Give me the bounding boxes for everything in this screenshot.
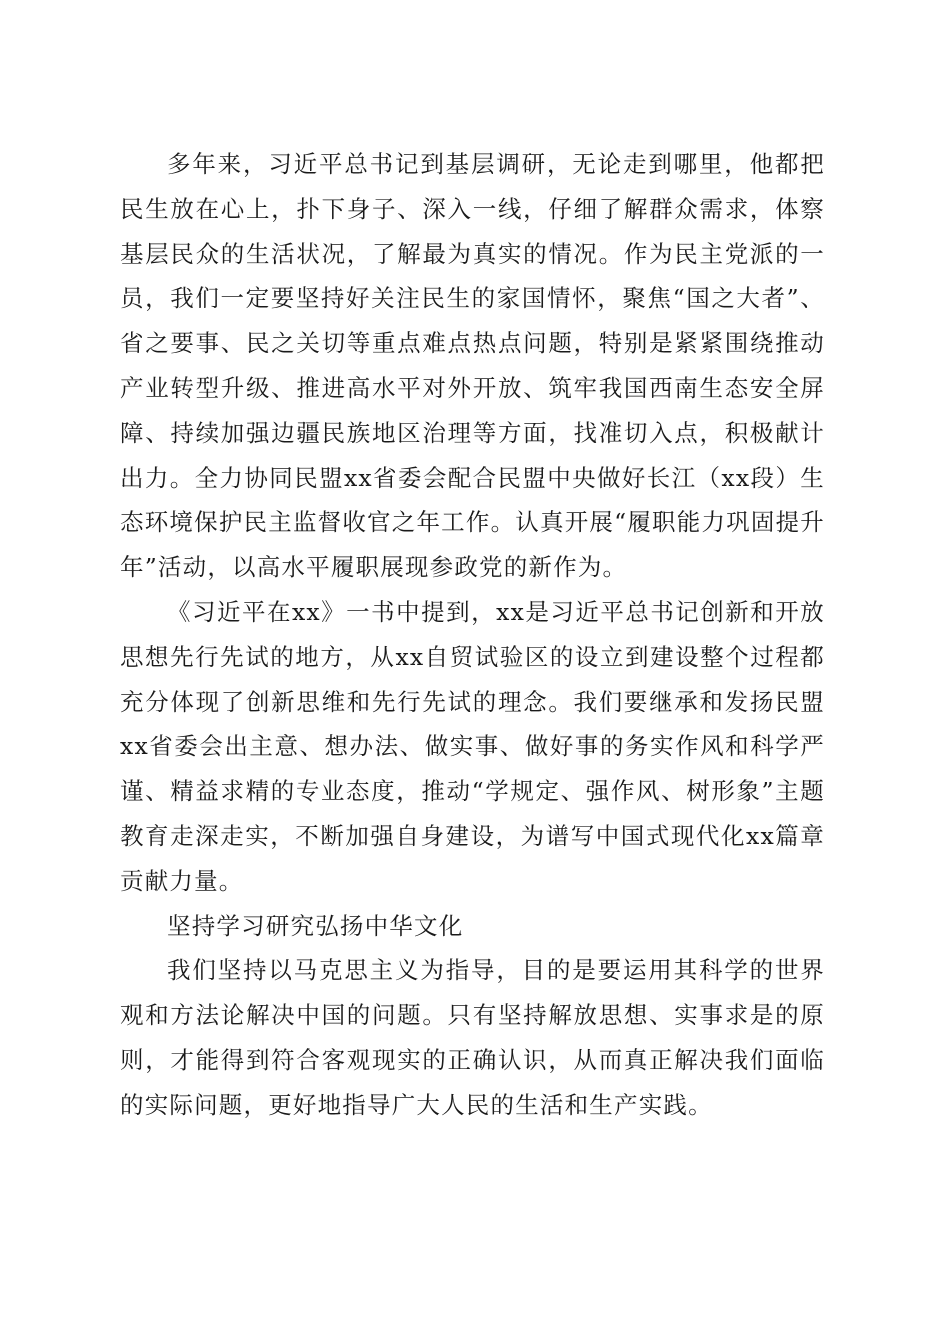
section-heading: 坚持学习研究弘扬中华文化: [167, 911, 464, 940]
paragraph-people-livelihood: 多年来，习近平总书记到基层调研，无论走到哪里，他都把民生放在心上，扑下身子、深入一线，仔细了解群众需求，体察基层民众的生活状况，了解最为真实的情况。作为民主党派的一员，我们一定要坚持好关注民生的家国情怀，聚焦“国之大者”、省之要事、民之关切等重点难点热点问题，特别是紧紧围绕推动产业转型升级、推进高水平对外开放、筑牢我国西南生态安全屏障、持续加强边疆民族地区治理等方面，找准切入点，积极献计出力。全力协同民盟xx省委会配合民盟中央做好长江（xx段）生态环境保护民主监督收官之年工作。认真开展“履职能力巩固提升年”活动，以高水平履职展现参政党的新作为。: [120, 150, 825, 582]
paragraph-marxism: 我们坚持以马克思主义为指导，目的是要运用其科学的世界观和方法论解决中国的问题。只有坚持解放思想、实事求是的原则，才能得到符合客观现实的正确认识，从而真正解决我们面临的实际问题，更好地指导广大人民的生活和生产实践。: [120, 956, 825, 1119]
paragraph-innovation: 《习近平在xx》一书中提到，xx是习近平总书记创新和开放思想先行先试的地方，从xx自贸试验区的设立到建设整个过程都充分体现了创新思维和先行先试的理念。我们要继承和发扬民盟xx省委会出主意、想办法、做实事、做好事的务实作风和科学严谨、精益求精的专业态度，推动“学规定、强作风、树形象”主题教育走深走实，不断加强自身建设，为谱写中国式现代化xx篇章贡献力量。: [120, 597, 825, 895]
document-body: [120, 142, 825, 1128]
